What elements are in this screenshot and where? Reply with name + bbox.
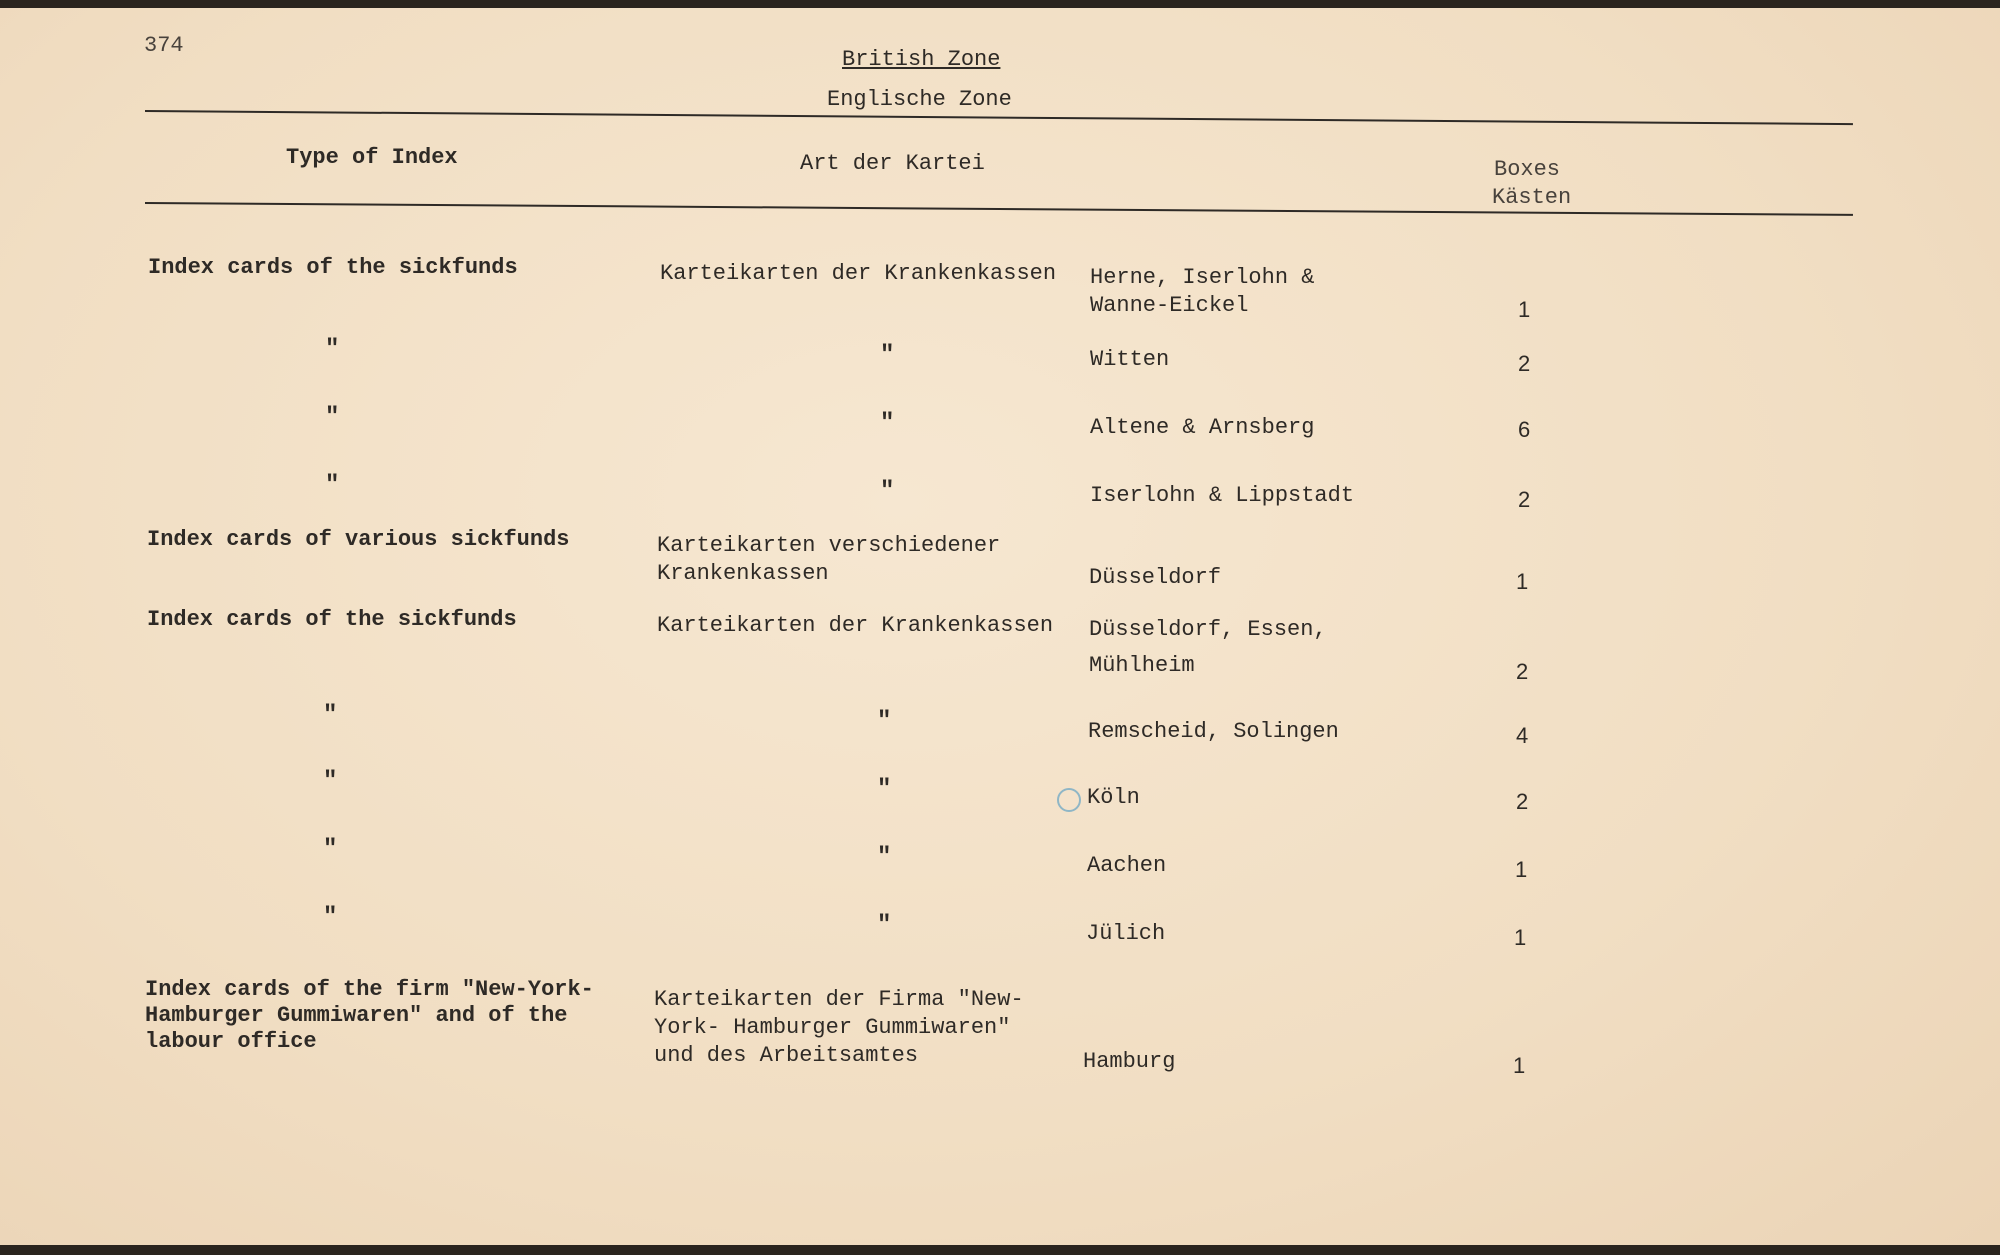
row-6-type: Index cards of the sickfunds <box>147 607 517 632</box>
row-6-place-line2: Mühlheim <box>1089 653 1195 678</box>
header-art-der-kartei: Art der Kartei <box>800 151 985 176</box>
page-subtitle: Englische Zone <box>827 87 1012 112</box>
row-3-type-ditto: " <box>325 404 340 431</box>
row-10-type-ditto: " <box>323 904 338 931</box>
header-type-of-index: Type of Index <box>286 145 458 170</box>
row-5-place: Düsseldorf <box>1089 565 1222 590</box>
circle-stamp-icon <box>1057 788 1081 812</box>
row-6-art: Karteikarten der Krankenkassen <box>657 613 1054 638</box>
row-5-art-line2: Krankenkassen <box>657 561 829 586</box>
header-boxes: Boxes <box>1494 157 1561 182</box>
row-4-boxes: 2 <box>1518 487 1531 512</box>
row-4-art-ditto: " <box>880 478 895 505</box>
row-8-place: Köln <box>1087 785 1140 810</box>
row-1-type: Index cards of the sickfunds <box>148 255 518 280</box>
row-7-art-ditto: " <box>877 708 892 735</box>
row-5-type: Index cards of various sickfunds <box>147 527 570 552</box>
page-title: British Zone <box>842 47 1001 72</box>
row-7-place: Remscheid, Solingen <box>1088 719 1339 744</box>
row-8-art-ditto: " <box>877 776 892 803</box>
row-9-art-ditto: " <box>877 844 892 871</box>
row-6-boxes: 2 <box>1516 659 1529 684</box>
header-rule <box>145 202 1853 216</box>
row-9-place: Aachen <box>1087 853 1167 878</box>
row-6-place: Düsseldorf, Essen, <box>1089 617 1327 642</box>
row-10-place: Jülich <box>1086 921 1166 946</box>
row-10-boxes: 1 <box>1514 925 1527 950</box>
row-9-boxes: 1 <box>1515 857 1528 882</box>
row-8-type-ditto: " <box>323 768 338 795</box>
row-11-type-line3: labour office <box>145 1029 317 1054</box>
row-5-boxes: 1 <box>1516 569 1529 594</box>
row-4-type-ditto: " <box>325 472 340 499</box>
row-11-type-line2: Hamburger Gummiwaren" and of the <box>145 1003 568 1028</box>
row-2-place: Witten <box>1090 347 1170 372</box>
row-10-art-ditto: " <box>877 912 892 939</box>
row-9-type-ditto: " <box>323 836 338 863</box>
row-2-boxes: 2 <box>1518 351 1531 376</box>
row-11-art-line2: York- Hamburger Gummiwaren" <box>654 1015 1011 1040</box>
row-3-art-ditto: " <box>880 410 895 437</box>
document-page <box>0 8 2000 1245</box>
row-1-place: Herne, Iserlohn & <box>1090 265 1315 290</box>
row-11-art-line3: und des Arbeitsamtes <box>654 1043 919 1068</box>
row-1-boxes: 1 <box>1518 297 1531 322</box>
page-number: 374 <box>144 33 184 58</box>
row-1-place-line2: Wanne-Eickel <box>1090 293 1249 318</box>
row-5-art: Karteikarten verschiedener <box>657 533 1001 558</box>
row-2-type-ditto: " <box>325 336 340 363</box>
row-3-place: Altene & Arnsberg <box>1090 415 1315 440</box>
row-8-boxes: 2 <box>1516 789 1529 814</box>
row-11-type: Index cards of the firm "New-York- <box>145 977 594 1002</box>
row-11-boxes: 1 <box>1513 1053 1526 1078</box>
row-3-boxes: 6 <box>1518 417 1531 442</box>
header-kasten: Kästen <box>1492 185 1572 210</box>
row-11-art: Karteikarten der Firma "New- <box>654 987 1024 1012</box>
row-7-type-ditto: " <box>323 702 338 729</box>
row-7-boxes: 4 <box>1516 723 1529 748</box>
row-1-art: Karteikarten der Krankenkassen <box>660 261 1057 286</box>
row-11-place: Hamburg <box>1083 1049 1176 1074</box>
row-2-art-ditto: " <box>880 342 895 369</box>
row-4-place: Iserlohn & Lippstadt <box>1090 483 1355 508</box>
